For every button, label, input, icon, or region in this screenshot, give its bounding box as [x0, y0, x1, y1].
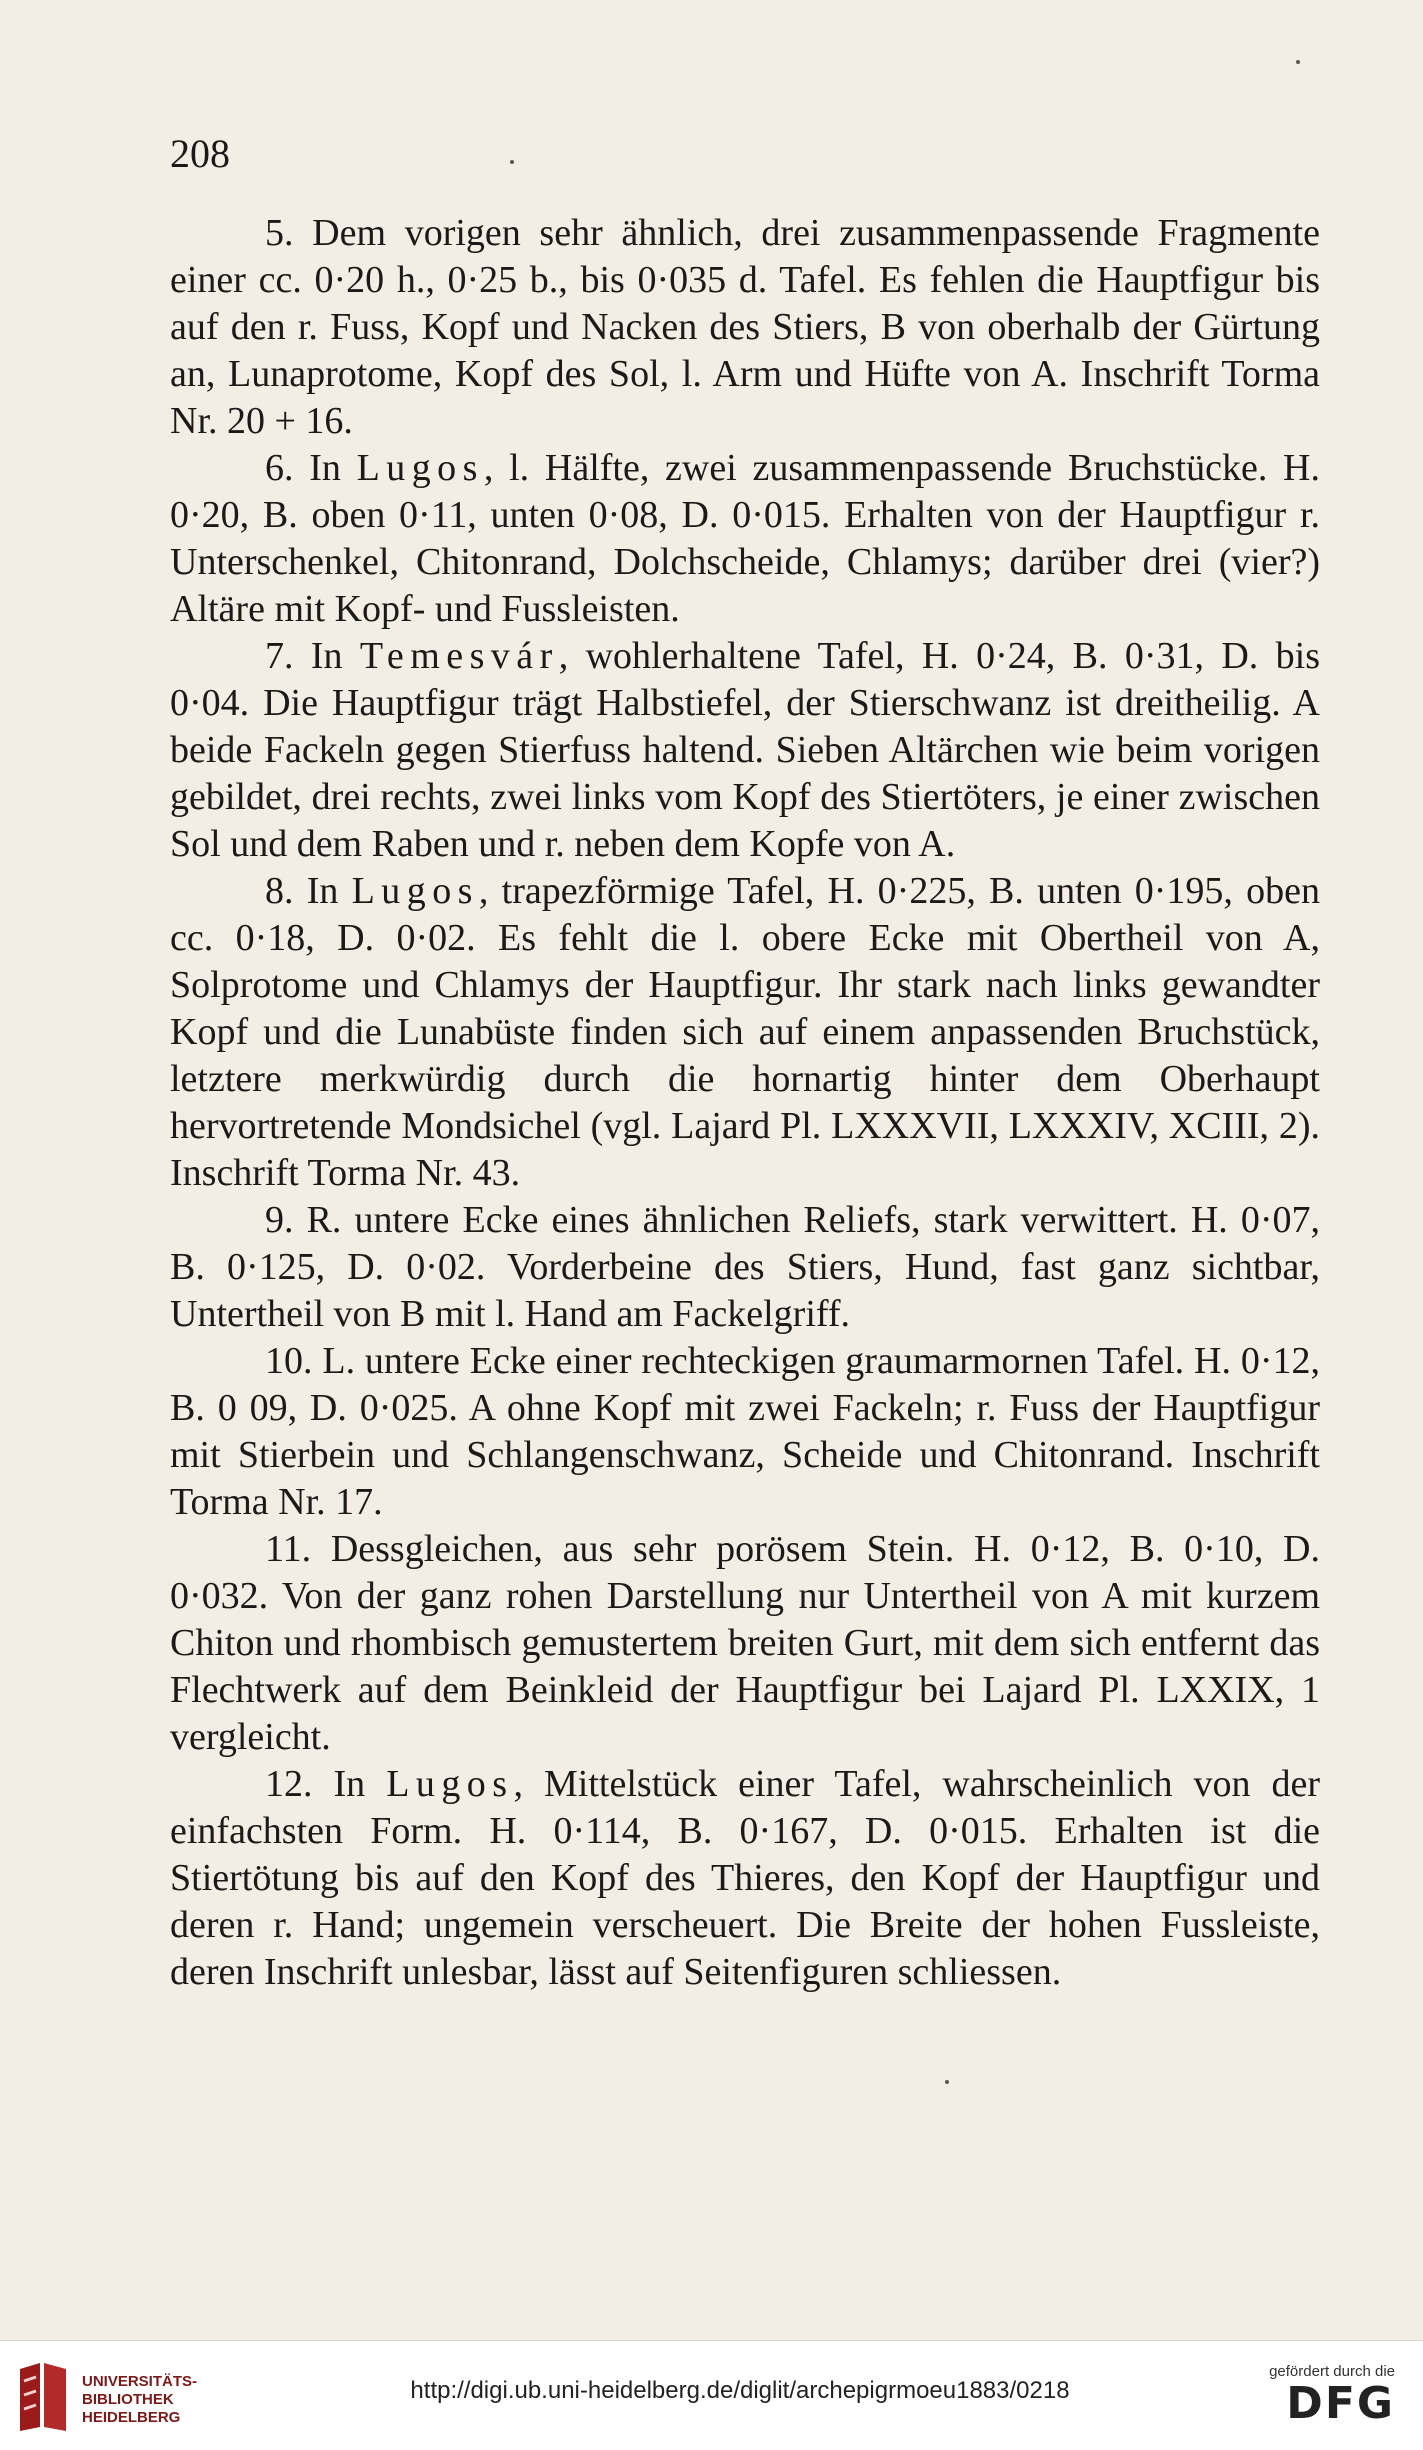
place-name: Lugos — [386, 1763, 514, 1805]
paragraph-12: 12. In Lugos, Mittelstück einer Tafel, wahrscheinlich von der einfachsten Form. H. 0·114, B. 0·167, D. 0·015. Erhalten ist die Stiertötung bis auf den Kopf des Thieres, den Kopf der Hauptfigur und deren r. Hand; ungemein verscheuert. Die Breite der hohen Fussleiste, deren Inschrift unlesbar, lässt auf Seitenfiguren schliessen. — [170, 1763, 1320, 1993]
university-library-logo-icon — [14, 2361, 72, 2433]
paragraph-5: 5. Dem vorigen sehr ähnlich, drei zusammenpassende Fragmente einer cc. 0·20 h., 0·25 b., bis 0·035 d. Tafel. Es fehlen die Hauptfigur bis auf den r. Fuss, Kopf und Nacken des Stiers, B von oberhalb der Gürtung an, Lunaprotome, Kopf des Sol, l. Arm und Hüfte von A. Inschrift Torma Nr. 20 + 16. — [170, 212, 1320, 442]
funder-label: gefördert durch die — [1269, 2363, 1395, 2380]
paragraph-11: 11. Dessgleichen, aus sehr porösem Stein. H. 0·12, B. 0·10, D. 0·032. Von der ganz rohen Darstellung nur Untertheil von A mit kurzem Chiton und rhombisch gemustertem breiten Gurt, mit dem sich entfernt das Flechtwerk auf dem Beinkleid der Hauptfigur bei Lajard Pl. LXXIX, 1 vergleicht. — [170, 1528, 1320, 1758]
paragraph-9: 9. R. untere Ecke eines ähnlichen Reliefs, stark verwittert. H. 0·07, B. 0·125, D. 0·02. Vorderbeine des Stiers, Hund, fast ganz sichtbar, Untertheil von B mit l. Hand am Fackelgriff. — [170, 1199, 1320, 1335]
paragraph-7: 7. In Temesvár, wohlerhaltene Tafel, H. 0·24, B. 0·31, D. bis 0·04. Die Hauptfigur trägt Halbstiefel, der Stierschwanz ist dreitheilig. A beide Fackeln gegen Stierfuss haltend. Sieben Altärchen wie beim vorigen gebildet, drei rechts, zwei links vom Kopf des Stiertöters, je einer zwischen Sol und dem Raben und r. neben dem Kopfe von A. — [170, 635, 1321, 865]
body-text — [170, 210, 1320, 1996]
scan-speck — [1296, 60, 1300, 64]
paragraph-8: 8. In Lugos, trapezförmige Tafel, H. 0·225, B. unten 0·195, oben cc. 0·18, D. 0·02. Es fehlt die l. obere Ecke mit Obertheil von A, Solprotome und Chlamys der Hauptfigur. Ihr stark nach links gewandter Kopf und die Lunabüste finden sich auf einem anpassenden Bruchstück, letztere merkwürdig durch die hornartig hinter dem Oberhaupt hervortretende Mondsichel (vgl. Lajard Pl. LXXXVII, LXXXIV, XCIII, 2). Inschrift Torma Nr. 43. — [170, 870, 1321, 1194]
permalink-url[interactable]: http://digi.ub.uni-heidelberg.de/diglit/archepigrmoeu1883/0218 — [410, 2377, 1070, 2404]
scan-speck — [510, 160, 514, 164]
paragraph-10: 10. L. untere Ecke einer rechteckigen graumarmornen Tafel. H. 0·12, B. 0 09, D. 0·025. A ohne Kopf mit zwei Fackeln; r. Fuss der Hauptfigur mit Stierbein und Schlangenschwanz, Scheide und Chitonrand. Inschrift Torma Nr. 17. — [170, 1340, 1320, 1523]
scan-speck — [945, 2080, 949, 2084]
place-name: Temesvár — [359, 635, 559, 677]
footer-bar — [0, 2340, 1423, 2450]
dfg-logo: DFG — [1286, 2378, 1395, 2429]
place-name: Lugos — [356, 447, 484, 489]
place-name: Lugos — [351, 870, 479, 912]
page-number: 208 — [170, 131, 230, 176]
paragraph-6: 6. In Lugos, l. Hälfte, zwei zusammenpassende Bruchstücke. H. 0·20, B. oben 0·11, unten 0·08, D. 0·015. Erhalten von der Hauptfigur r. Unterschenkel, Chitonrand, Dolchscheide, Chlamys; darüber drei (vier?) Altäre mit Kopf- und Fussleisten. — [170, 447, 1320, 630]
funder-block — [1269, 2363, 1395, 2428]
institution-name: UNIVERSITÄTS- BIBLIOTHEK HEIDELBERG — [82, 2373, 198, 2426]
